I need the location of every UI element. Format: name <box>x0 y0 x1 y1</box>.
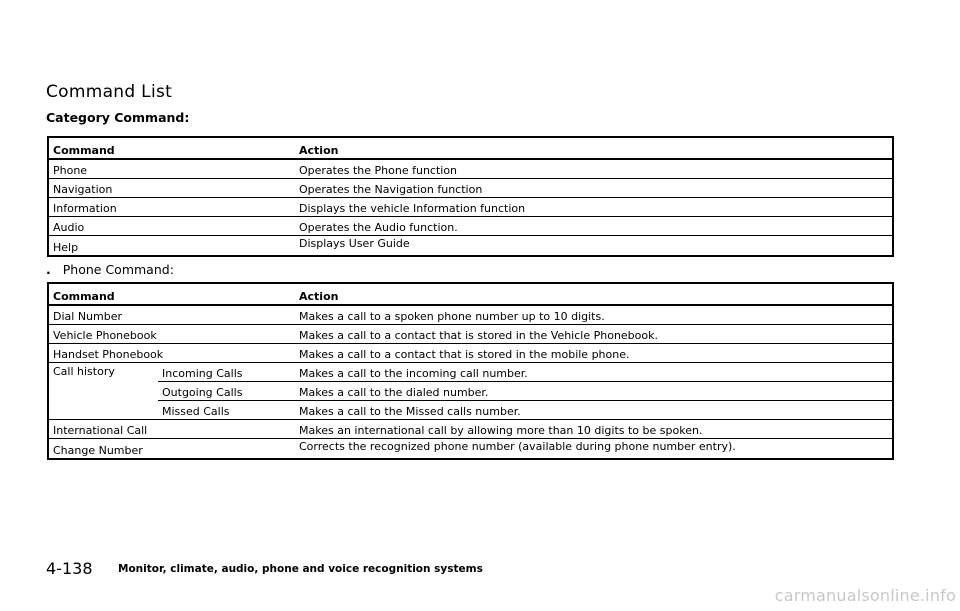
phone-command-heading-text: Phone Command: <box>62 262 174 277</box>
header-command: Command <box>48 283 295 305</box>
action-cell: Displays User Guide <box>299 237 410 250</box>
table-row <box>48 198 893 217</box>
table-header-row <box>48 137 893 159</box>
action-cell: Makes a call to the Missed calls number. <box>295 401 893 420</box>
action-cell: Makes a call to the incoming call number. <box>295 363 893 382</box>
action-cell: Corrects the recognized phone number (available during phone number entry). <box>299 440 736 453</box>
header-action: Action <box>295 283 893 305</box>
section-title: Monitor, climate, audio, phone and voice recognition systems <box>118 563 483 575</box>
action-cell: Makes an international call by allowing more than 10 digits to be spoken. <box>295 420 893 439</box>
command-cell: Information <box>48 198 295 217</box>
table-row <box>48 325 893 344</box>
table-row <box>48 344 893 363</box>
table-row <box>48 363 893 382</box>
table-row <box>48 420 893 439</box>
header-command: Command <box>48 137 295 159</box>
command-cell: Phone <box>48 159 295 179</box>
category-command-heading: Category Command: <box>46 110 190 125</box>
table-row <box>48 236 893 257</box>
sub-command-cell: Missed Calls <box>158 401 295 420</box>
action-cell: Displays the vehicle Information function <box>295 198 893 217</box>
sub-command-cell: Incoming Calls <box>158 363 295 382</box>
category-command-table <box>47 136 894 257</box>
table-row <box>48 305 893 325</box>
action-cell: Operates the Phone function <box>295 159 893 179</box>
call-history-cell: Call history <box>48 363 158 420</box>
command-cell: Vehicle Phonebook <box>48 325 295 344</box>
page-title: Command List <box>46 82 173 102</box>
action-cell: Makes a call to a spoken phone number up to 10 digits. <box>295 305 893 325</box>
table-row <box>48 159 893 179</box>
bullet-icon: . <box>46 262 51 277</box>
action-cell: Operates the Audio function. <box>295 217 893 236</box>
table-row <box>48 217 893 236</box>
command-cell: Dial Number <box>48 305 295 325</box>
action-cell: Makes a call to a contact that is stored in the Vehicle Phonebook. <box>295 325 893 344</box>
page-number: 4-138 <box>46 559 93 578</box>
command-cell: Handset Phonebook <box>48 344 295 363</box>
table-row <box>48 179 893 198</box>
command-cell: Change Number <box>53 444 143 457</box>
command-cell: International Call <box>48 420 295 439</box>
phone-command-heading <box>46 262 174 277</box>
table-row <box>48 382 893 401</box>
table-row <box>48 439 893 460</box>
header-action: Action <box>295 137 893 159</box>
watermark: carmanualsonline.info <box>774 586 956 605</box>
command-cell: Help <box>53 241 79 254</box>
table-header-row <box>48 283 893 305</box>
command-cell: Audio <box>48 217 295 236</box>
sub-command-cell: Outgoing Calls <box>158 382 295 401</box>
table-row <box>48 401 893 420</box>
command-cell: Navigation <box>48 179 295 198</box>
action-cell: Makes a call to a contact that is stored in the mobile phone. <box>295 344 893 363</box>
phone-command-table <box>47 282 894 460</box>
action-cell: Operates the Navigation function <box>295 179 893 198</box>
action-cell: Makes a call to the dialed number. <box>295 382 893 401</box>
